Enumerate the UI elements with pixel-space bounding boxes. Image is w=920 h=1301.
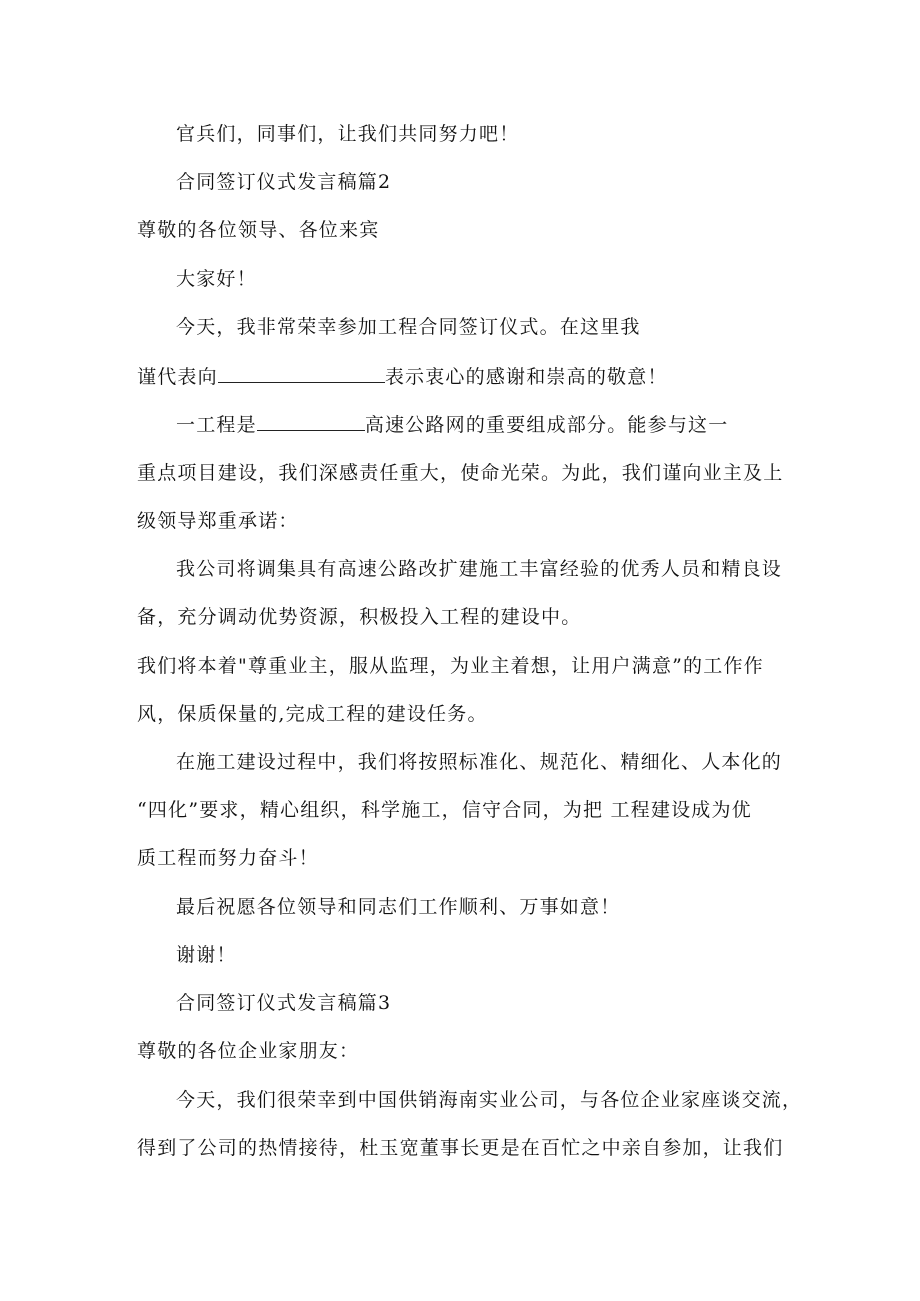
text-line: 我们将本着"尊重业主，服从监理，为业主着想，让用户满意”的工作作 bbox=[137, 655, 764, 677]
fill-in-blank bbox=[257, 412, 365, 431]
text-line: 今天，我们很荣幸到中国供销海南实业公司，与各位企业家座谈交流， bbox=[176, 1089, 803, 1111]
text-segment: 表示衷心的感谢和崇高的敬意！ bbox=[384, 366, 668, 388]
greeting: 大家好！ bbox=[176, 268, 257, 290]
text-line: 风，保质保量的,完成工程的建设任务。 bbox=[137, 703, 488, 725]
text-line: 重点项目建设，我们深感责任重大，使命光荣。为此，我们谨向业主及上 bbox=[137, 462, 784, 484]
salutation: 尊敬的各位领导、各位来宾 bbox=[137, 219, 380, 241]
section-heading: 合同签订仪式发言稿篇2 bbox=[176, 171, 392, 193]
text-segment: 谨代表向 bbox=[137, 366, 218, 388]
text-line: 最后祝愿各位领导和同志们工作顺利、万事如意！ bbox=[176, 896, 621, 918]
text-line: 级领导郑重承诺： bbox=[137, 510, 299, 532]
text-line: 谢谢！ bbox=[176, 944, 237, 966]
fill-in-blank bbox=[218, 364, 385, 383]
text-line: 备，充分调动优势资源，积极投入工程的建设中。 bbox=[137, 606, 582, 628]
text-line: 在施工建设过程中，我们将按照标准化、规范化、精细化、人本化的 bbox=[176, 751, 783, 773]
text-segment: 一工程是 bbox=[176, 414, 257, 436]
section-heading: 合同签订仪式发言稿篇3 bbox=[176, 992, 392, 1014]
text-line: 质工程而努力奋斗！ bbox=[137, 847, 319, 869]
text-line: “四化”要求，精心组织，科学施工，信守合同，为把 工程建设成为优 bbox=[137, 799, 752, 821]
text-line: 得到了公司的热情接待，杜玉宽董事长更是在百忙之中亲自参加，让我们 bbox=[137, 1137, 784, 1159]
text-line bbox=[176, 412, 728, 437]
text-segment: 高速公路网的重要组成部分。能参与这一 bbox=[364, 414, 729, 436]
salutation: 尊敬的各位企业家朋友： bbox=[137, 1040, 360, 1062]
text-line bbox=[137, 364, 668, 389]
text-line: 官兵们，同事们，让我们共同努力吧！ bbox=[176, 123, 520, 145]
text-line: 我公司将调集具有高速公路改扩建施工丰富经验的优秀人员和精良设 bbox=[176, 558, 783, 580]
text-line: 今天，我非常荣幸参加工程合同签订仪式。在这里我 bbox=[176, 316, 641, 338]
